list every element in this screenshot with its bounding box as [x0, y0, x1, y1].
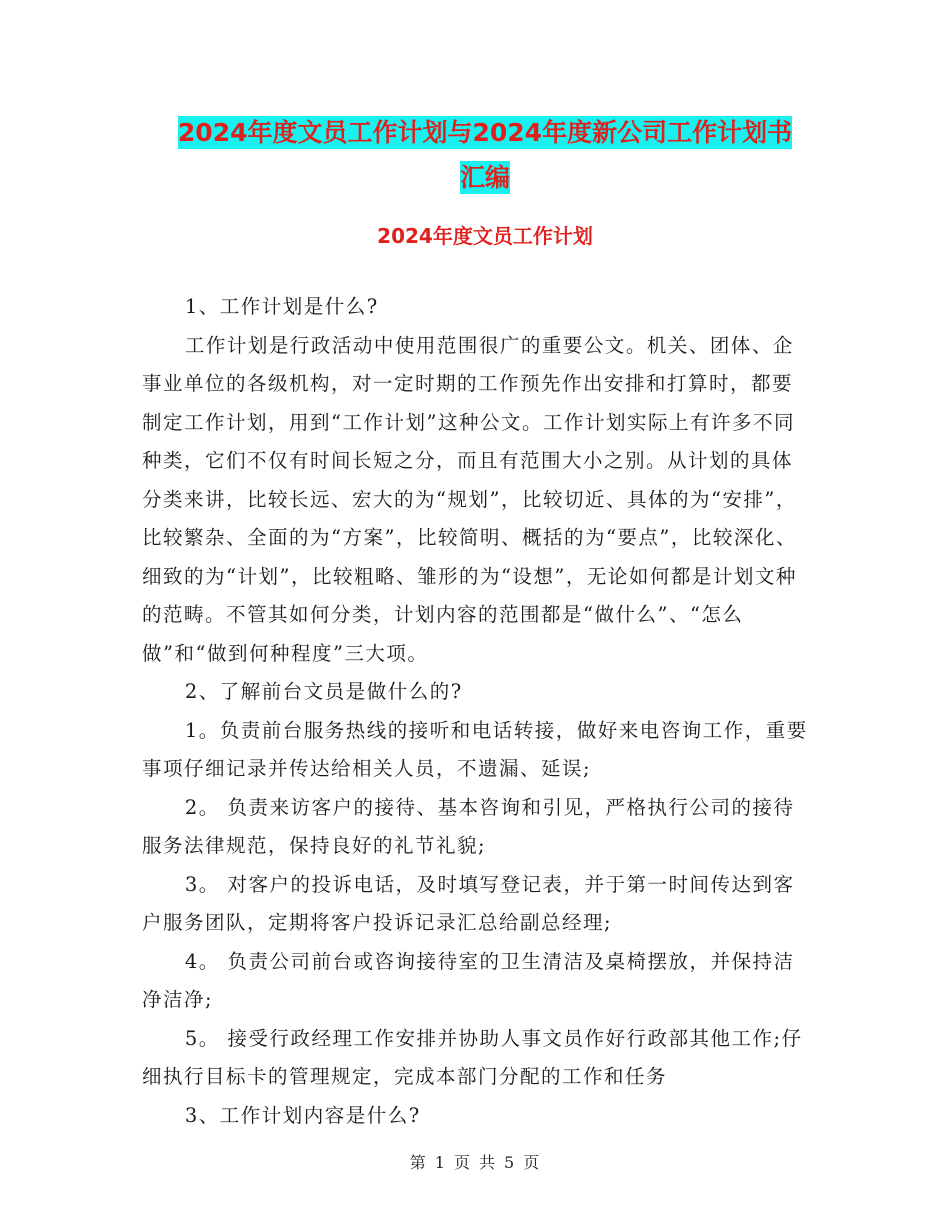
footer-label-ye: 页 — [453, 1153, 471, 1172]
list-item: 4。 负责公司前台或咨询接待室的卫生清洁及桌椅摆放，并保持洁净洁净; — [142, 949, 795, 1011]
list-item: 3。 对客户的投诉电话，及时填写登记表，并于第一时间传达到客户服务团队，定期将客户投诉记录汇总给副总经理; — [142, 872, 795, 934]
document-title-line2: 汇编 — [459, 163, 510, 192]
footer-current-page: 1 — [434, 1153, 446, 1172]
paragraph-heading-2: 2、了解前台文员是做什么的? — [184, 680, 463, 703]
page-footer — [0, 1150, 950, 1173]
list-item: 5。 接受行政经理工作安排并协助人事文员作好行政部其他工作;仔细执行目标卡的管理规定，完成本部门分配的工作和任务 — [142, 1026, 803, 1088]
paragraph-heading-1: 1、工作计划是什么? — [184, 295, 379, 318]
paragraph: 工作计划是行政活动中使用范围很广的重要公文。机关、团体、企事业单位的各级机构，对一定时期的工作预先作出安排和打算时，都要制定工作计划，用到“工作计划”这种公文。工作计划实际上有许多不同种类，它们不仅有时间长短之分，而且有范围大小之别。从计划的具体分类来讲，比较长远、宏大的为“规划”，比较切近、具体的为“安排”，比较繁杂、全面的为“方案”，比较简明、概括的为“要点”，比较深化、细致的为“计划”，比较粗略、雏形的为“设想”，无论如何都是计划文种的范畴。不管其如何分类，计划内容的范围都是“做什么”、“怎么做”和“做到何种程度”三大项。 — [142, 333, 797, 665]
list-item: 1。负责前台服务热线的接听和电话转接，做好来电咨询工作，重要事项仔细记录并传达给相关人员，不遗漏、延误; — [142, 718, 808, 780]
paragraph-heading-3: 3、工作计划内容是什么? — [184, 1103, 421, 1127]
footer-label-total: 共 — [479, 1153, 497, 1172]
document-body — [142, 288, 810, 1135]
footer-label-page: 第 — [409, 1153, 427, 1172]
document-title — [140, 110, 830, 200]
section-title: 2024年度文员工作计划 — [377, 224, 593, 248]
footer-total-pages: 5 — [504, 1153, 516, 1172]
list-item: 2。 负责来访客户的接待、基本咨询和引见，严格执行公司的接待服务法律规范，保持良好的礼节礼貌; — [142, 795, 795, 857]
footer-label-ye2: 页 — [523, 1153, 541, 1172]
document-title-line1: 2024年度文员工作计划与2024年度新公司工作计划书 — [177, 118, 793, 147]
